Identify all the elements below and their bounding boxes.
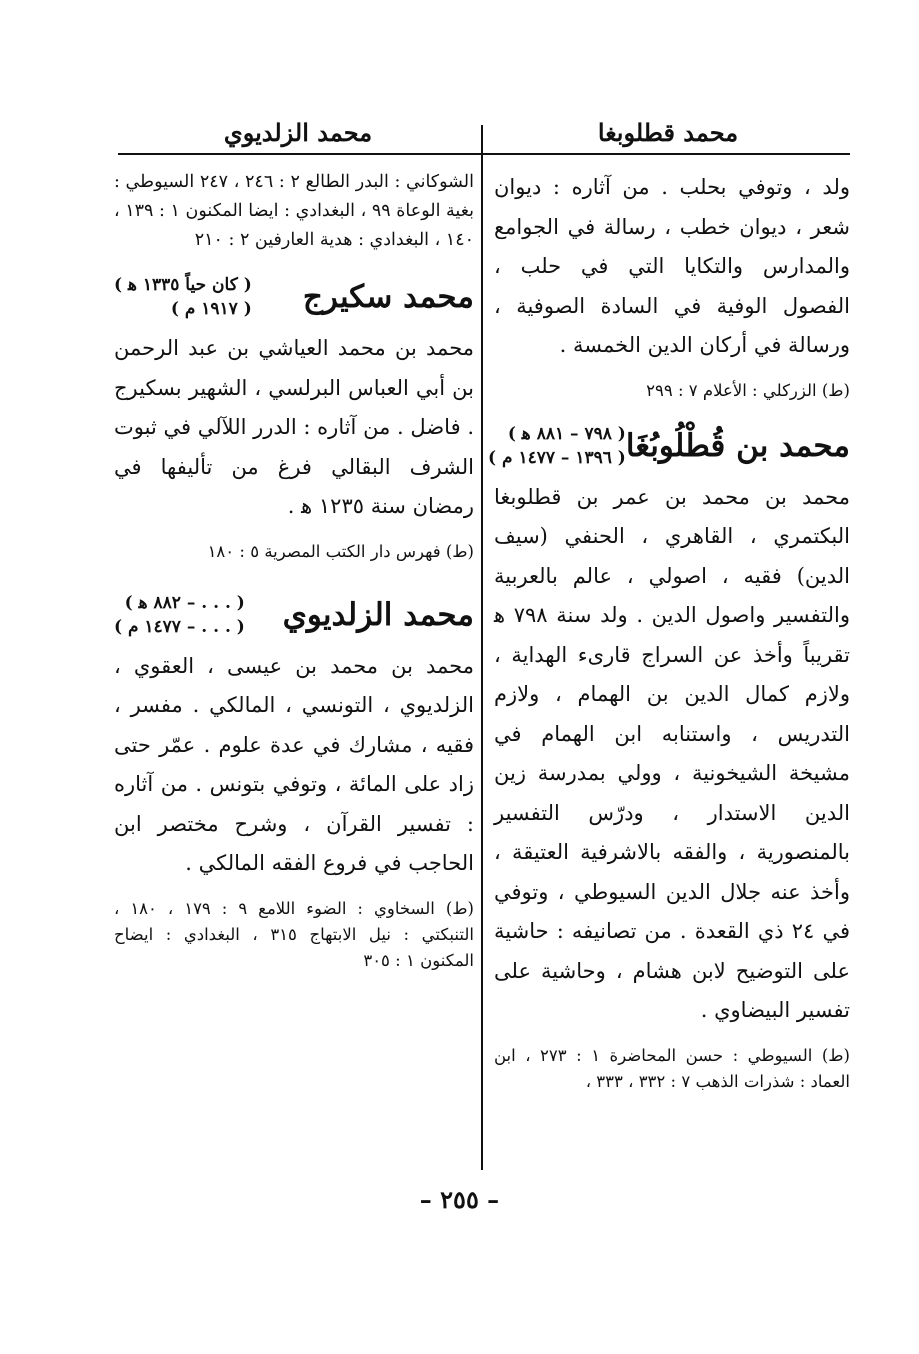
running-header-left: محمد الزلديوي <box>223 118 373 147</box>
column-divider <box>481 125 483 1170</box>
continued-entry-source-left: الشوكاني : البدر الطالع ٢ : ٢٤٦ ، ٢٤٧ السيوطي : بغية الوعاة ٩٩ ، البغدادي : ايضا المكنون ١ : ١٣٩ ، ١٤٠ ، البغدادي : هدية العارفين ٢ : ٢١٠ <box>114 172 475 250</box>
entry-dates-hijri: ( كان حياً ١٣٣٥ ﻫ ) <box>114 275 252 295</box>
entry-heading-skirij <box>114 273 474 321</box>
entry-text: محمد بن محمد بن عمر بن قطلوبغا البكتمري ، القاهري ، الحنفي (سيف الدين) فقيه ، اصولي ، عالم بالعربية والتفسير واصول الدين . ولد سنة ٧٩٨ ﻫ تقريباً وأخذ عن السراج قارىء الهداية ، ولازم كمال الدين بن الهمام ، ولازم التدريس ، واستنابه ابن الهمام في مشيخة الشيخونية ، وولي بمدرسة زين الدين الاستدار ، ودرّس التفسير بالمنصورية ، والفقه بالاشرفية العتيقة ، وأخذ عنه جلال الدين السيوطي ، وتوفي في ٢٤ ذي القعدة . من تصانيفه : حاشية على التوضيح لابن هشام ، وحاشية على تفسير البيضاوي . <box>494 484 850 1022</box>
header-rule <box>118 153 850 155</box>
entry-dates-gregorian: ( ١٩١٧ م ) <box>170 299 252 319</box>
running-header-right: محمد قطلوبغا <box>597 118 739 147</box>
continued-entry-text: ولد ، وتوفي بحلب . من آثاره : ديوان شعر ، ديوان خطب ، رسالة في الجوامع والمدارس والتكايا التي في حلب ، الفصول الوفية في السادة الصوفية ، ورسالة في أركان الدين الخمسة . <box>494 175 850 357</box>
entry-dates <box>114 591 245 639</box>
left-column <box>114 168 474 974</box>
page-number: – ٢٥٥ – <box>419 1185 500 1214</box>
entry-name: محمد بن قُطْلُوبُغَا <box>625 427 850 464</box>
entry-dates-hijri: ( . . . – ٨٨٢ ﻫ ) <box>124 592 245 613</box>
entry-source: (ط) فهرس دار الكتب المصرية ٥ : ١٨٠ <box>207 541 474 561</box>
right-column <box>488 168 850 1095</box>
entry-name: محمد سكيرج <box>302 279 474 315</box>
entry-text: محمد بن محمد العياشي بن عبد الرحمن بن أبي العباس البرلسي ، الشهير بسكيرج . فاضل . من آثاره : الدرر اللآلي في ثبوت الشرف البقالي فرغ من تأليفها في رمضان سنة ١٢٣٥ ﻫ . <box>114 336 474 518</box>
continued-entry-source: (ط) الزركلي : الأعلام ٧ : ٢٩٩ <box>646 380 850 400</box>
entry-dates <box>488 422 626 470</box>
entry-name: محمد الزلديوي <box>282 596 474 633</box>
entry-heading-qutlubugha <box>488 422 850 470</box>
entry-dates-gregorian: ( ١٣٩٦ – ١٤٧٧ م ) <box>488 447 626 468</box>
entry-heading-zaldiwi <box>114 591 474 639</box>
entry-source: (ط) السخاوي : الضوء اللامع ٩ : ١٧٩ ، ١٨٠ ، التنبكتي : نيل الابتهاج ٣١٥ ، البغدادي : ايضاح المكنون ١ : ٣٠٥ <box>114 898 474 970</box>
entry-dates-gregorian: ( . . . – ١٤٧٧ م ) <box>114 616 245 637</box>
entry-dates <box>114 273 252 321</box>
entry-source: (ط) السيوطي : حسن المحاضرة ١ : ٢٧٣ ، ابن العماد : شذرات الذهب ٧ : ٣٣٢ ، ٣٣٣ ، <box>494 1045 850 1091</box>
entry-text: محمد بن محمد بن عيسى ، العقوي ، الزلديوي ، التونسي ، المالكي . مفسر ، فقيه ، مشارك في عدة علوم . عمّر حتى زاد على المائة ، وتوفي بتونس . من آثاره : تفسير القرآن ، وشرح مختصر ابن الحاجب في فروع الفقه المالكي . <box>114 653 474 875</box>
entry-dates-hijri: ( ٧٩٨ – ٨٨١ ﻫ ) <box>507 423 626 444</box>
